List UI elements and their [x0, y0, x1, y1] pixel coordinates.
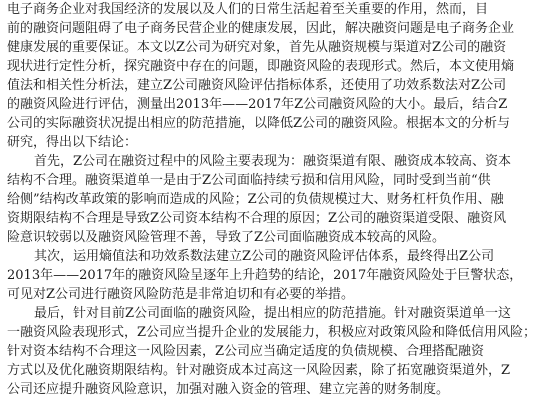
text-line: 现状进行定性分析，探究融资中存在的问题，即融资风险的表现形式。然后，本文使用熵 — [7, 59, 515, 74]
document-page — [7, 0, 536, 417]
abstract-paragraph-second-conclusion — [7, 247, 523, 304]
text-line: 可见对Z公司进行融资风险防范是非常迫切和有必要的举措。 — [7, 287, 355, 302]
text-line: 前的融资问题阻碍了电子商务民营企业的健康发展，因此，解决融资问题是电子商务企业 — [7, 21, 515, 36]
text-line: 研究，得出以下结论： — [7, 135, 138, 150]
abstract-paragraph-third-conclusion — [7, 304, 536, 399]
text-line: 的融资风险进行评估，测量出2013年——2017年Z公司融资风险的大小。最后，结合Z — [7, 97, 508, 112]
text-line: 险意识较弱以及融资风险管理不善，导致了Z公司面临融资成本较高的风险。 — [7, 230, 446, 245]
text-line: 2013年——2017年的融资风险呈逐年上升趋势的结论，2017年融资风险处于巨警状态， — [7, 268, 523, 283]
text-line: 公司还应提升融资风险意识，加强对融入资金的管理、建立完善的财务制度。 — [7, 382, 450, 397]
text-line: 其次，运用熵值法和功效系数法建立Z公司的融资风险评估体系，最终得出Z公司 — [34, 249, 495, 264]
text-line: 首先，Z公司在融资过程中的风险主要表现为：融资渠道有限、融资成本较高、资本 — [34, 154, 512, 169]
abstract-paragraph-first-conclusion — [7, 152, 512, 247]
text-line: 一融资风险表现形式，Z公司应当提升企业的发展能力，积极应对政策风险和降低信用风险； — [7, 325, 536, 340]
text-line: 给侧”结构改革政策的影响而造成的风险；Z公司的负债规模过大、财务杠杆负作用、融 — [7, 192, 504, 207]
abstract-paragraph-intro — [7, 0, 515, 152]
text-line: 资期限结构不合理是导致Z公司资本结构不合理的原因；Z公司的融资渠道受限、融资风 — [7, 211, 507, 226]
text-line: 针对资本结构不合理这一风险因素，Z公司应当确定适度的负债规模、合理搭配融资 — [7, 344, 485, 359]
text-line: 结构不合理。融资渠道单一是由于Z公司面临持续亏损和信用风险，同时受到当前“供 — [7, 173, 491, 188]
text-line: 值法和相关性分析法，建立Z公司融资风险评估指标体系，还使用了功效系数法对Z公司 — [7, 78, 507, 93]
text-line: 公司的实际融资状况提出相应的防范措施，以降低Z公司的融资风险。根据本文的分析与 — [7, 116, 511, 131]
text-line: 方式以及优化融资期限结构。针对融资成本过高这一风险因素，除了拓宽融资渠道外，Z — [7, 363, 511, 378]
text-line: 电子商务企业对我国经济的发展以及人们的日常生活起着至关重要的作用，然而，目 — [7, 2, 489, 17]
text-line: 最后，针对目前Z公司面临的融资风险，提出相应的防范措施。针对融资渠道单一这 — [34, 306, 512, 321]
text-line: 健康发展的重要保证。本文以Z公司为研究对象，首先从融资规模与渠道对Z公司的融资 — [7, 40, 507, 55]
